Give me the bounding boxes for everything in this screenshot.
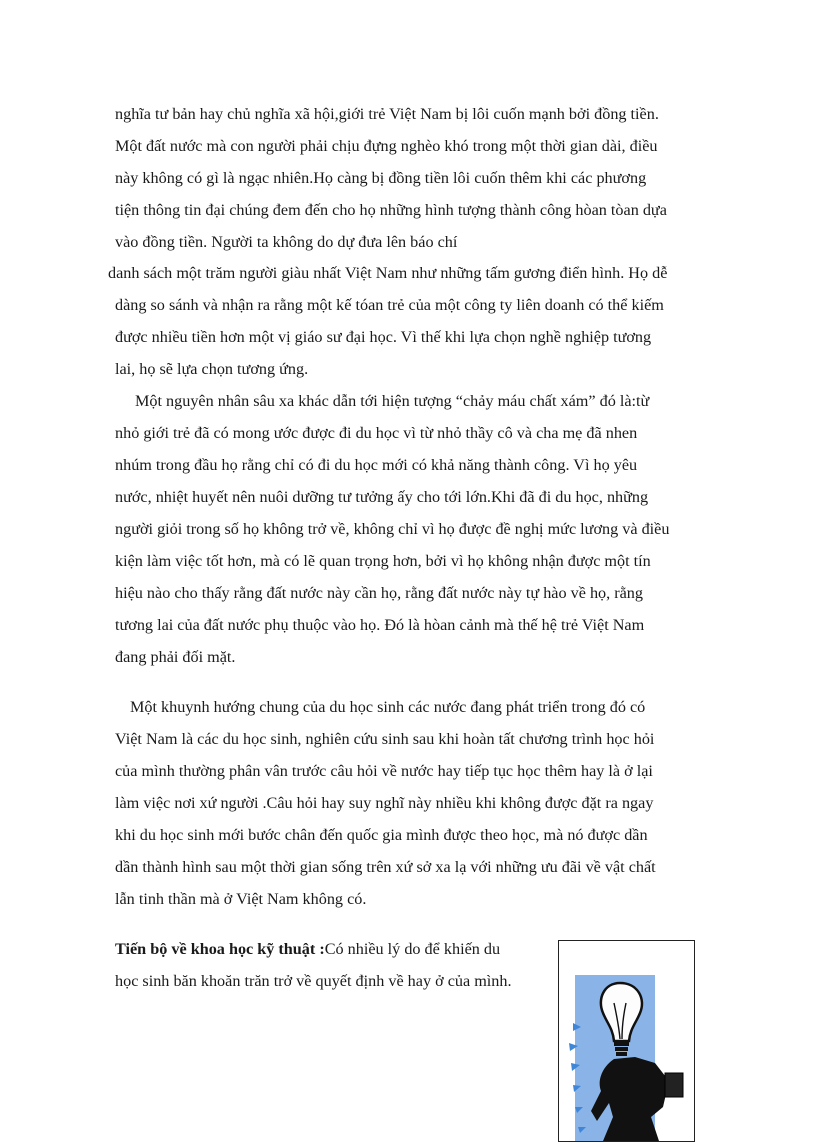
paragraph-line: đang phải đối mặt. — [115, 648, 236, 666]
paragraph-line: lẫn tinh thần mà ở Việt Nam không có. — [115, 890, 367, 908]
paragraph-line: khi du học sinh mới bước chân đến quốc gia mình được theo học, mà nó được dần — [115, 826, 648, 844]
paragraph-line: làm việc nơi xứ người .Câu hỏi hay suy nghĩ này nhiều khi không được đặt ra ngay — [115, 794, 654, 812]
paragraph-line: kiện làm việc tốt hơn, mà có lẽ quan trọng hơn, bởi vì họ không nhận được một tín — [115, 552, 651, 570]
paragraph-line: nhỏ giới trẻ đã có mong ước được đi du học vì từ nhỏ thầy cô và cha mẹ đã nhen — [115, 424, 638, 442]
paragraph-line: danh sách một trăm người giàu nhất Việt Nam như những tấm gương điển hình. Họ dễ — [108, 264, 668, 282]
paragraph-line: Một khuynh hướng chung của du học sinh các nước đang phát triển trong đó có — [130, 698, 646, 716]
paragraph-line: nước, nhiệt huyết nên nuôi dưỡng tư tưởng ấy cho tới lớn.Khi đã đi du học, những — [115, 488, 649, 506]
paragraph-line: này không có gì là ngạc nhiên.Họ càng bị đồng tiền lôi cuốn thêm khi các phương — [115, 169, 647, 187]
lightbulb-businessman-icon — [558, 940, 695, 1142]
section-heading: Tiến bộ về khoa học kỹ thuật : — [115, 940, 325, 958]
paragraph-line: dàng so sánh và nhận ra rằng một kế tóan trẻ của một công ty liên doanh có thể kiếm — [115, 296, 664, 314]
paragraph-line: học sinh băn khoăn trăn trở về quyết định về hay ở của mình. — [115, 972, 512, 990]
paragraph-line: vào đồng tiền. Người ta không do dự đưa lên báo chí — [115, 233, 458, 251]
paragraph-line: Việt Nam là các du học sinh, nghiên cứu sinh sau khi hoàn tất chương trình học hỏi — [115, 730, 655, 748]
paragraph-line — [115, 939, 500, 959]
paragraph-line: tiện thông tin đại chúng đem đến cho họ những hình tượng thành công hòan tòan dựa — [115, 201, 667, 219]
paragraph-line: nhúm trong đầu họ rằng chỉ có đi du học mới có khả năng thành công. Vì họ yêu — [115, 456, 638, 474]
paragraph-line: của mình thường phân vân trước câu hỏi về nước hay tiếp tục học thêm hay là ở lại — [115, 762, 653, 780]
paragraph-line: người giỏi trong số họ không trở về, không chỉ vì họ được đề nghị mức lương và điều — [115, 520, 670, 538]
paragraph-line: lai, họ sẽ lựa chọn tương ứng. — [115, 360, 309, 378]
paragraph-line: Một nguyên nhân sâu xa khác dẫn tới hiện tượng “chảy máu chất xám” đó là:từ — [135, 392, 650, 410]
paragraph-line: hiệu nào cho thấy rằng đất nước này cần họ, rằng đất nước này tự hào về họ, rằng — [115, 584, 643, 602]
paragraph-text: Có nhiều lý do để khiến du — [324, 940, 501, 958]
paragraph-line: nghĩa tư bản hay chủ nghĩa xã hội,giới trẻ Việt Nam bị lôi cuốn mạnh bởi đồng tiền. — [115, 105, 659, 123]
paragraph-line: tương lai của đất nước phụ thuộc vào họ. Đó là hòan cảnh mà thế hệ trẻ Việt Nam — [115, 616, 645, 634]
paragraph-line: được nhiều tiền hơn một vị giáo sư đại học. Vì thế khi lựa chọn nghề nghiệp tương — [115, 328, 652, 346]
paragraph-line: Một đất nước mà con người phải chịu đựng nghèo khó trong một thời gian dài, điều — [115, 137, 658, 155]
paragraph-line: dần thành hình sau một thời gian sống trên xứ sở xa lạ với những ưu đãi về vật chất — [115, 858, 656, 876]
